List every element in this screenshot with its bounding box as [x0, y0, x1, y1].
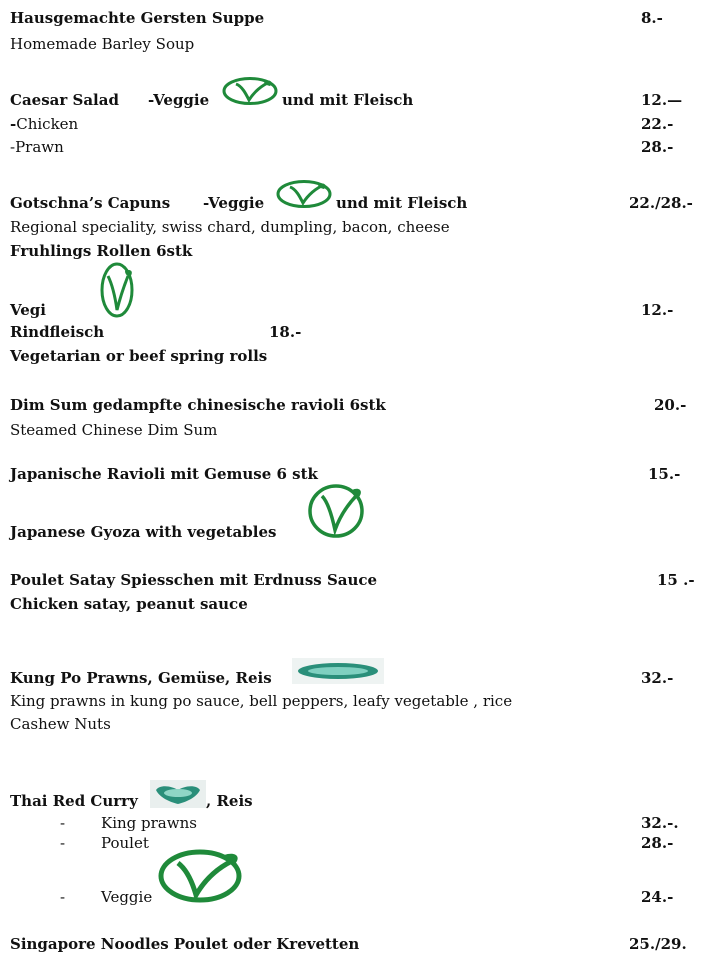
soup-price: 8.- — [641, 9, 663, 27]
veggie-leaf-icon — [222, 76, 278, 106]
gyoza-name: Japanische Ravioli mit Gemuse 6 stk — [10, 465, 318, 483]
noodles-price: 25./29. — [629, 935, 687, 953]
dimsum-price: 20.- — [654, 396, 687, 414]
kungpo-desc-2: Cashew Nuts — [10, 715, 111, 733]
rolls-beef-price: 18.- — [269, 323, 302, 341]
kungpo-name: Kung Po Prawns, Gemüse, Reis — [10, 669, 272, 687]
dimsum-name: Dim Sum gedampfte chinesische ravioli 6stk — [10, 396, 386, 414]
caesar-chicken: -Chicken — [10, 115, 79, 133]
veggie-leaf-icon — [100, 262, 134, 318]
curry-option-price: 24.- — [641, 888, 674, 906]
gyoza-price: 15.- — [648, 465, 681, 483]
caesar-prawn-price: 28.- — [641, 138, 674, 156]
caesar-veggie-label: -Veggie — [148, 91, 210, 109]
curry-suffix: , Reis — [206, 792, 253, 810]
curry-option-price: 28.- — [641, 834, 674, 852]
satay-desc: Chicken satay, peanut sauce — [10, 595, 248, 613]
veggie-leaf-icon — [308, 484, 364, 538]
curry-option-dash: - — [60, 888, 66, 906]
kungpo-desc-1: King prawns in kung po sauce, bell peppers, leafy vegetable , rice — [10, 692, 513, 710]
curry-option-label: Veggie — [101, 888, 153, 906]
curry-option-dash: - — [60, 834, 66, 852]
caesar-price: 12.— — [641, 91, 683, 109]
gyoza-desc: Japanese Gyoza with vegetables — [10, 523, 277, 541]
caesar-name: Caesar Salad — [10, 91, 119, 109]
rolls-vegi-label: Vegi — [10, 301, 46, 319]
capuns-veggie-label: -Veggie — [203, 194, 265, 212]
rolls-desc: Vegetarian or beef spring rolls — [10, 347, 268, 365]
caesar-prawn: -Prawn — [10, 138, 64, 156]
kungpo-price: 32.- — [641, 669, 674, 687]
satay-price: 15 .- — [657, 571, 695, 589]
veggie-leaf-icon — [276, 179, 332, 209]
dimsum-desc: Steamed Chinese Dim Sum — [10, 421, 218, 439]
caesar-meat-label: und mit Fleisch — [282, 91, 414, 109]
noodles-name: Singapore Noodles Poulet oder Krevetten — [10, 935, 360, 953]
spicy-badge-icon — [292, 658, 384, 684]
capuns-name: Gotschna’s Capuns — [10, 194, 171, 212]
caesar-chicken-price: 22.- — [641, 115, 674, 133]
capuns-desc: Regional speciality, swiss chard, dumpling, bacon, cheese — [10, 218, 450, 236]
rolls-beef-label: Rindfleisch — [10, 323, 105, 341]
rolls-name: Fruhlings Rollen 6stk — [10, 242, 193, 260]
spicy-badge-icon — [150, 780, 206, 808]
capuns-meat-label: und mit Fleisch — [336, 194, 468, 212]
curry-option-price: 32.-. — [641, 814, 679, 832]
veggie-leaf-icon — [158, 849, 242, 903]
soup-desc: Homemade Barley Soup — [10, 35, 195, 53]
soup-name: Hausgemachte Gersten Suppe — [10, 9, 265, 27]
capuns-price: 22./28.- — [629, 194, 693, 212]
curry-name: Thai Red Curry — [10, 792, 138, 810]
curry-option-label: King prawns — [101, 814, 197, 832]
curry-option-dash: - — [60, 814, 66, 832]
satay-name: Poulet Satay Spiesschen mit Erdnuss Sauce — [10, 571, 378, 589]
curry-option-label: Poulet — [101, 834, 149, 852]
rolls-vegi-price: 12.- — [641, 301, 674, 319]
